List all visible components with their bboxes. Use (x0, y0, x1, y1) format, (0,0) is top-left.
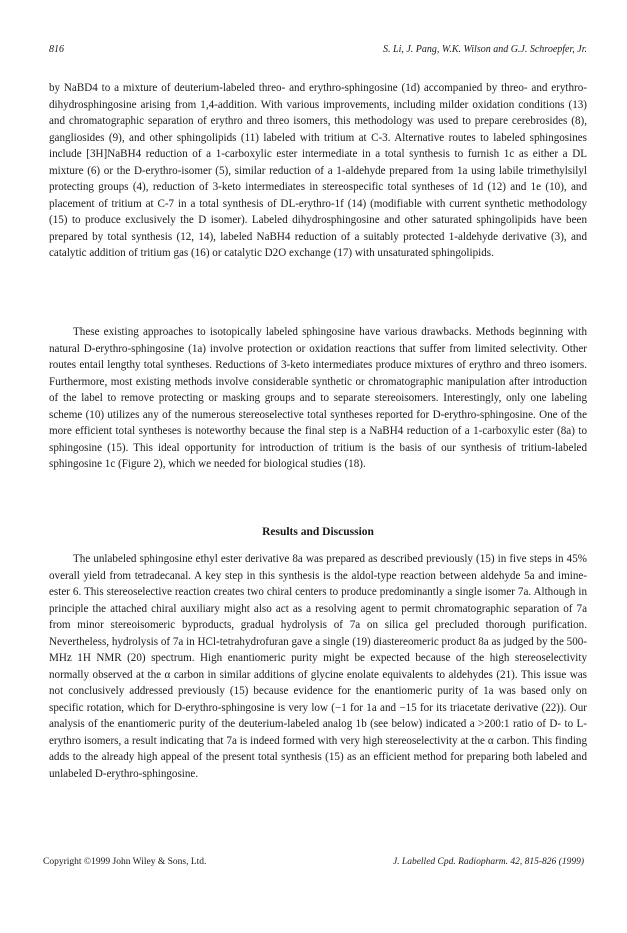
paragraph: by NaBD4 to a mixture of deuterium-labeled threo- and erythro-sphingosine (1d) accompanied by threo- and erythro-dihydrosphingosine arising from 1,4-addition. With various improvements, including milder oxidation conditions (13) and chromatographic separation of erythro and threo isomers, this methodology was used to prepare cerebrosides (8), gangliosides (9), and other sphingolipids (11) labeled with tritium at C-3. Alternative routes to labeled sphingosines include [3H]NaBH4 reduction of a 1-carboxylic ester intermediate in a total synthesis to furnish 1c as either a DL mixture (6) or the D-erythro-isomer (5), similar reduction of a 1-aldehyde prepared from 1a using labile trimethylsilyl protecting groups (4), reduction of 3-keto intermediates in stereospecific total syntheses of 1d (12) and 1e (10), and placement of tritium at C-7 in a total synthesis of DL-erythro-1f (14) (modifiable with current synthetic methodology (15) to produce exclusively the D isomer). Labeled dihydrosphingosine and other saturated sphingolipids have been prepared by total synthesis (12, 14), labeled NaBH4 reduction of a suitably protected 1-aldehyde derivative (3), and catalytic addition of tritium gas (16) or catalytic D2O exchange (17) with unsaturated sphingolipids. (49, 82, 587, 259)
running-head: S. Li, J. Pang, W.K. Wilson and G.J. Schroepfer, Jr. (383, 44, 587, 55)
page-number: 816 (49, 44, 64, 55)
paragraph: The unlabeled sphingosine ethyl ester derivative 8a was prepared as described previously (15) in five steps in 45% overall yield from tetradecanal. A key step in this synthesis is the aldol-type reaction between aldehyde 5a and imine-ester 6. This stereoselective reaction creates two chiral centers to produce predominantly a single isomer 7a. Although in principle the attached chiral auxiliary might also act as a resolving agent to permit chromatographic separation of 7a from minor stereoisomeric byproducts, gradual hydrolysis of 7a on silica gel precluded thorough purification. Nevertheless, hydrolysis of 7a in HCl-tetrahydrofuran gave a single (19) diastereomeric product 8a as judged by the 500-MHz 1H NMR (20) spectrum. High enantiomeric purity might be expected because of the high stereoselectivity normally observed at the α carbon in similar additions of glycine enolate equivalents to aldehydes (21). This issue was not conclusively addressed previously (15) because evidence for the enantiomeric purity of 1a was based only on specific rotation, which for D-erythro-sphingosine is very low (−1 for 1a and −15 for its triacetate derivative (22)). Our analysis of the enantiomeric purity of the deuterium-labeled analog 1b (see below) indicated a >200:1 ratio of D- to L-erythro isomers, a result indicating that 7a is indeed formed with very high stereoselectivity at the α carbon. This finding adds to the already high appeal of the present total synthesis (15) as an efficient method for preparing both labeled and unlabeled D-erythro-sphingosine. (49, 553, 587, 780)
page-header (49, 44, 587, 58)
paragraph-2-block (49, 324, 587, 473)
paragraph-1-block (49, 80, 587, 262)
section-heading: Results and Discussion (262, 526, 374, 538)
paragraph-3-block (49, 551, 587, 782)
copyright-notice: Copyright ©1999 John Wiley & Sons, Ltd. (43, 857, 207, 867)
journal-citation: J. Labelled Cpd. Radiopharm. 42, 815-826 (1999) (392, 857, 584, 867)
paragraph: These existing approaches to isotopically labeled sphingosine have various drawbacks. Methods beginning with natural D-erythro-sphingosine (1a) involve protection or oxidation reactions that suffer from limited selectivity. Other routes entail lengthy total syntheses. Reductions of 3-keto intermediates produce mixtures of erythro and threo isomers. Furthermore, most existing methods involve considerable synthetic or chromatographic manipulation after introduction of the label to remove protecting or masking groups and to separate stereoisomers. Interestingly, only one labeling scheme (10) utilizes any of the numerous stereoselective total syntheses reported for D-erythro-sphingosine. One of the more efficient total syntheses is noteworthy because the final step is a NaBH4 reduction of a 1-carboxylic ester (8a) to sphingosine (15). This ideal opportunity for introduction of tritium is the basis of our synthesis of tritium-labeled sphingosine 1c (Figure 2), which we needed for biological studies (18). (49, 326, 587, 470)
